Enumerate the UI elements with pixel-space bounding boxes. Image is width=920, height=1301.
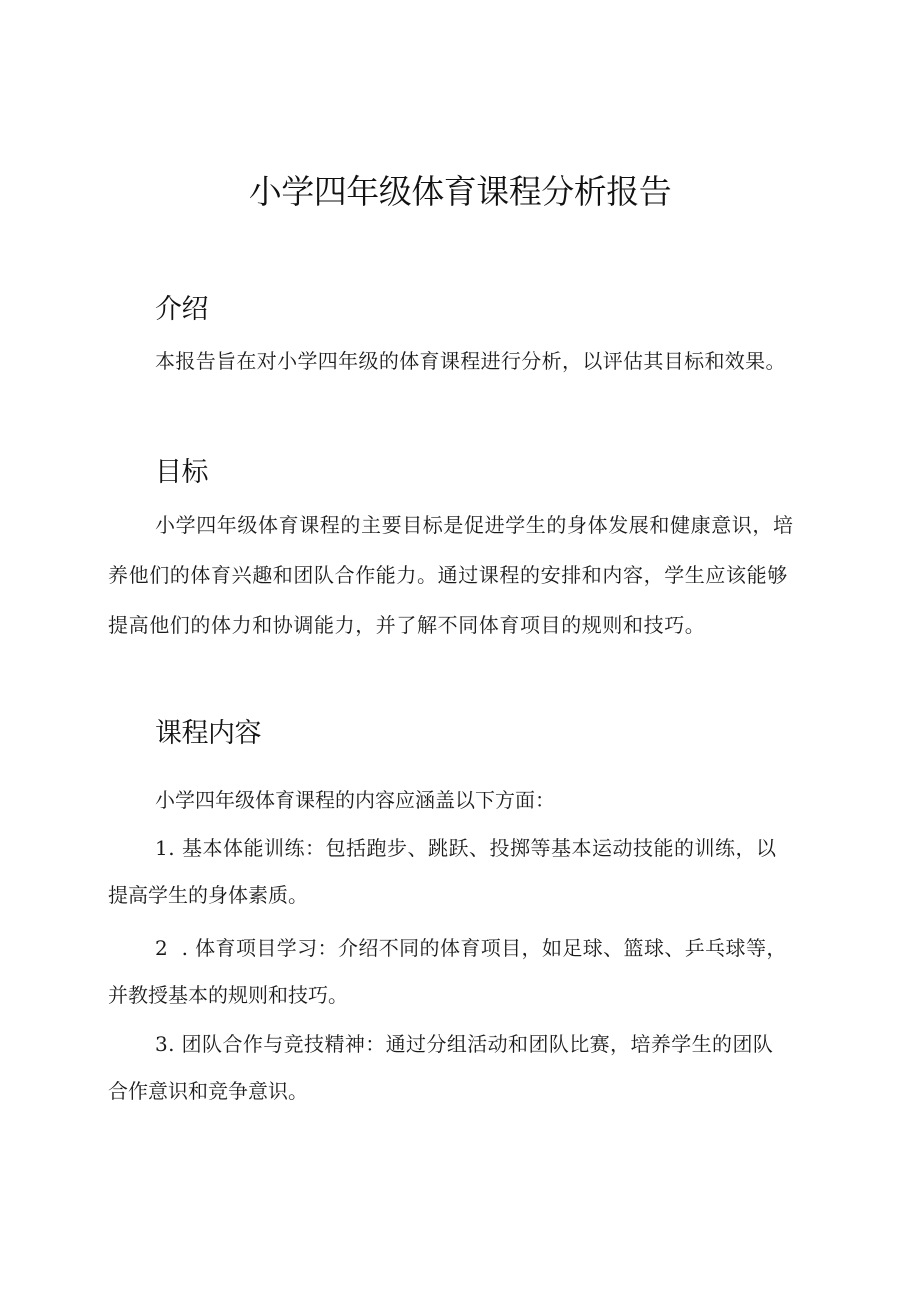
section-heading-introduction: 介绍 xyxy=(155,294,208,325)
list-item-2-line-2: 并教授基本的规则和技巧。 xyxy=(108,983,348,1007)
list-item-3-line-2: 合作意识和竞争意识。 xyxy=(108,1079,308,1103)
section-heading-goals: 目标 xyxy=(155,457,208,488)
list-item-3-line-1: 3. 团队合作与竞技精神：通过分组活动和团队比赛，培养学生的团队 xyxy=(155,1032,774,1056)
goals-paragraph-line-1: 小学四年级体育课程的主要目标是促进学生的身体发展和健康意识，培 xyxy=(155,513,794,537)
course-content-intro: 小学四年级体育课程的内容应涵盖以下方面： xyxy=(155,788,555,812)
introduction-paragraph: 本报告旨在对小学四年级的体育课程进行分析，以评估其目标和效果。 xyxy=(155,349,786,373)
list-item-2-line-1: 2 . 体育项目学习：介绍不同的体育项目，如足球、篮球、乒乓球等， xyxy=(155,936,787,960)
document-title: 小学四年级体育课程分析报告 xyxy=(248,172,672,211)
goals-paragraph-line-3: 提高他们的体力和协调能力，并了解不同体育项目的规则和技巧。 xyxy=(108,613,706,637)
section-heading-course-content: 课程内容 xyxy=(155,718,261,749)
list-item-1-line-1: 1. 基本体能训练：包括跑步、跳跃、投掷等基本运动技能的训练，以 xyxy=(155,836,777,860)
goals-paragraph-line-2: 养他们的体育兴趣和团队合作能力。通过课程的安排和内容，学生应该能够 xyxy=(108,563,788,587)
list-item-1-line-2: 提高学生的身体素质。 xyxy=(108,883,308,907)
